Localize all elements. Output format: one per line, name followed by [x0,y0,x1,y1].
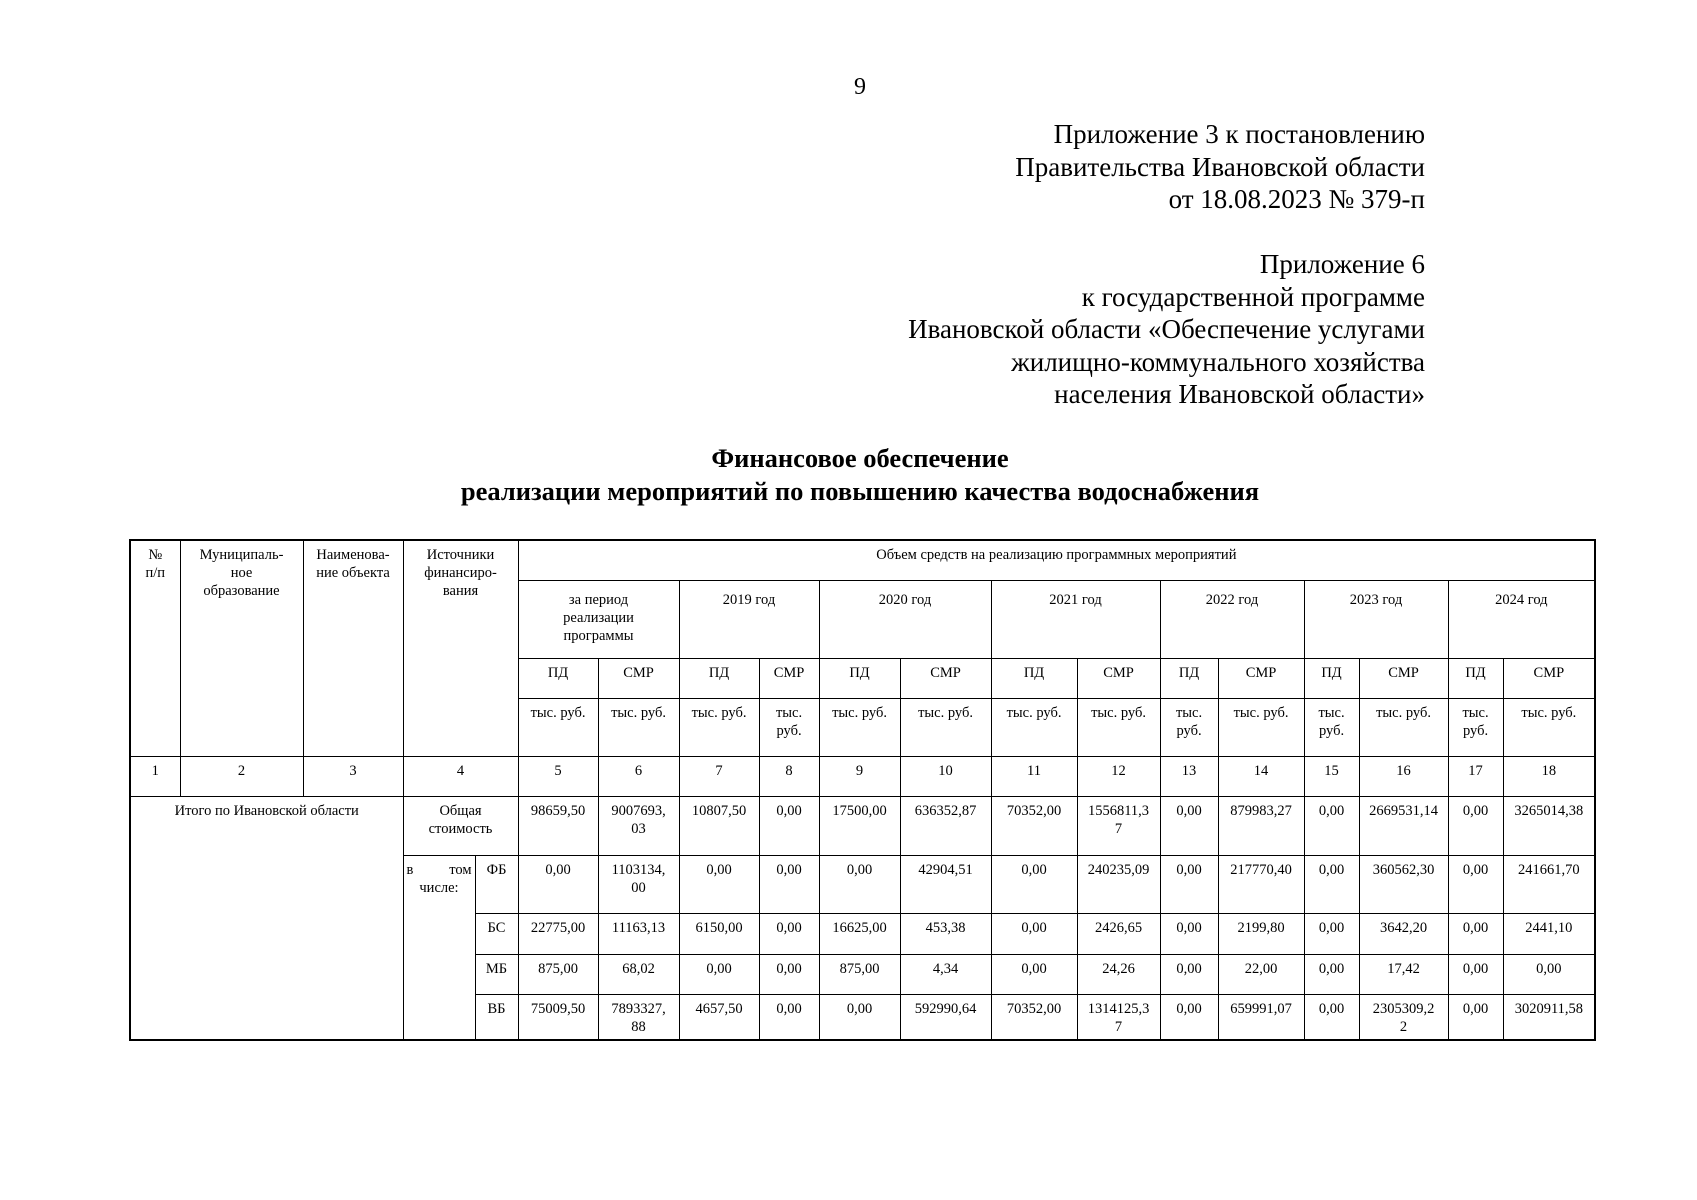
unit-text: тыс. [1462,704,1489,721]
header-unit: тыс. руб. [1503,698,1595,756]
column-number-cell: 5 [518,756,598,796]
value-text: 03 [631,820,646,837]
value-text: 0,00 [776,960,802,977]
value-text: 22775,00 [530,919,586,936]
value-cell [1304,954,1359,994]
value-cell [1503,913,1595,954]
value-text: 0,00 [1176,1000,1202,1017]
header-text: п/п [145,565,166,581]
value-cell [991,913,1077,954]
header-unit: тыс. руб. [1218,698,1304,756]
value-text: 0,00 [776,1000,802,1017]
value-text: 00 [631,879,646,896]
header-year-2023: 2023 год [1304,580,1448,658]
header-text: Источники [426,547,495,563]
appendix-line: к государственной программе [1081,281,1425,312]
value-text: 75009,50 [530,1000,586,1017]
document-title [0,442,1697,508]
header-text: финансиро- [424,565,497,581]
value-cell [819,796,900,855]
value-cell [598,994,679,1040]
value-text: 7893327, [611,1000,666,1017]
header-unit [759,698,819,756]
header-text: программы [563,627,634,644]
label-text: том [449,861,472,878]
value-cell [759,954,819,994]
value-cell [1304,796,1359,855]
page-number: 9 [854,74,866,100]
value-text: 0,00 [545,861,571,878]
header-pd: ПД [1160,658,1218,698]
header-unit: тыс. руб. [1077,698,1160,756]
value-text: 0,00 [776,919,802,936]
unit-text: тыс. [1175,704,1203,721]
value-cell [1077,913,1160,954]
header-unit: тыс. руб. [819,698,900,756]
value-text: 0,00 [1462,919,1489,936]
header-text: № [148,547,163,563]
value-cell [900,796,991,855]
value-cell [819,994,900,1040]
value-text: 0,00 [1318,919,1345,936]
value-text: 240235,09 [1087,861,1150,878]
source-code: МБ [475,954,518,994]
value-cell [1077,855,1160,913]
column-number-row [130,756,1595,796]
column-number-cell: 18 [1503,756,1595,796]
value-cell [900,954,991,994]
appendix-header-resolution [1015,118,1425,216]
value-cell [900,913,991,954]
header-unit: тыс. руб. [900,698,991,756]
header-unit: тыс. руб. [598,698,679,756]
value-cell [1218,855,1304,913]
appendix-line: жилищно-коммунального хозяйства [1011,346,1425,377]
value-text: 879983,27 [1230,802,1292,819]
column-number-cell: 6 [598,756,679,796]
value-text: 1314125,3 [1087,1000,1150,1017]
header-text: Муниципаль- [199,547,284,563]
value-text: 0,00 [1462,861,1489,878]
value-cell [679,994,759,1040]
header-volume: Объем средств на реализацию программных мероприятий [518,540,1595,580]
appendix-header-program [908,248,1425,411]
appendix-line: Приложение 6 [1259,249,1425,279]
value-cell [1218,913,1304,954]
value-cell [679,855,759,913]
value-cell [1218,954,1304,994]
value-cell [1503,855,1595,913]
value-text: 2426,65 [1094,919,1143,936]
value-text: 88 [631,1018,646,1035]
value-text: 0,00 [846,861,873,878]
header-text: реализации [563,609,634,626]
header-row-1 [130,540,1595,580]
value-text: 2305309,2 [1372,1000,1435,1017]
unit-text: руб. [1462,722,1489,739]
value-text: 2441,10 [1525,919,1573,936]
value-text: 2669531,14 [1369,802,1438,819]
header-smr: СМР [1218,658,1304,698]
value-text: 7 [1114,820,1123,837]
value-cell [1218,994,1304,1040]
appendix-line: Приложение 3 к постановлению [1053,119,1425,149]
column-number-cell: 7 [679,756,759,796]
value-cell [1077,954,1160,994]
value-cell [1304,855,1359,913]
title-line: Финансовое обеспечение [711,443,1009,473]
header-text: вания [442,583,479,599]
header-pd: ПД [679,658,759,698]
header-unit [1160,698,1218,756]
label-text: в [406,861,414,878]
value-text: 22,00 [1244,960,1278,977]
header-pd: ПД [518,658,598,698]
source-code: ФБ [475,855,518,913]
value-cell [819,954,900,994]
header-text: за период [568,591,629,608]
header-year-2024: 2024 год [1448,580,1595,658]
value-cell [991,954,1077,994]
value-cell [1077,994,1160,1040]
value-text: 9007693, [611,802,666,819]
header-smr: СМР [598,658,679,698]
value-text: 0,00 [846,1000,873,1017]
value-cell [1448,855,1503,913]
header-year-2022: 2022 год [1160,580,1304,658]
value-text: 592990,64 [914,1000,977,1017]
value-cell [1160,994,1218,1040]
value-text: 42904,51 [918,861,973,878]
unit-text: руб. [776,722,802,739]
label-text: числе: [419,879,459,896]
column-number-cell: 16 [1359,756,1448,796]
value-text: 217770,40 [1230,861,1292,878]
header-text: Наименова- [316,547,390,563]
value-cell [1448,954,1503,994]
header-pd: ПД [819,658,900,698]
value-text: 3642,20 [1379,919,1428,936]
value-text: 16625,00 [832,919,887,936]
financing-table [129,539,1596,1041]
unit-text: руб. [1176,722,1202,739]
value-text: 17,42 [1387,960,1420,977]
value-cell [1448,994,1503,1040]
value-cell [1359,913,1448,954]
value-cell [991,994,1077,1040]
header-unit: тыс. руб. [679,698,759,756]
value-cell [518,954,598,994]
value-text: 1556811,3 [1087,802,1150,819]
value-text: 1103134, [611,861,666,878]
value-cell [1359,855,1448,913]
unit-text: руб. [1318,722,1345,739]
value-text: 0,00 [1176,919,1202,936]
value-text: 453,38 [925,919,966,936]
header-smr: СМР [759,658,819,698]
value-text: 360562,30 [1372,861,1435,878]
value-text: 10807,50 [691,802,747,819]
value-text: 2 [1399,1018,1408,1035]
value-cell [759,855,819,913]
value-text: 3020911,58 [1514,1000,1584,1017]
header-text: ние объекта [316,565,390,581]
header-object [303,540,403,756]
value-cell [1160,913,1218,954]
value-cell [598,954,679,994]
header-smr: СМР [1077,658,1160,698]
header-smr: СМР [1503,658,1595,698]
value-text: 0,00 [1176,861,1202,878]
value-cell [518,796,598,855]
value-text: 0,00 [776,802,802,819]
value-cell [679,796,759,855]
value-text: 0,00 [1318,861,1345,878]
value-cell [1503,796,1595,855]
value-text: 0,00 [1176,802,1202,819]
value-text: 6150,00 [695,919,743,936]
column-number-cell: 14 [1218,756,1304,796]
source-code: ВБ [475,994,518,1040]
total-label: Итого по Ивановской области [130,796,403,1040]
value-cell [1077,796,1160,855]
including-label [403,855,475,1040]
value-text: 0,00 [1318,802,1345,819]
header-unit [1448,698,1503,756]
value-cell [518,994,598,1040]
column-number-cell: 15 [1304,756,1359,796]
value-cell [991,855,1077,913]
value-cell [1304,913,1359,954]
value-cell [679,954,759,994]
value-cell [1218,796,1304,855]
value-text: 241661,70 [1518,861,1580,878]
value-text: 0,00 [1462,1000,1489,1017]
value-cell [1503,994,1595,1040]
title-line: реализации мероприятий по повышению качества водоснабжения [460,476,1260,506]
value-text: 0,00 [1021,861,1047,878]
header-unit [1304,698,1359,756]
value-text: 2199,80 [1237,919,1285,936]
value-text: 0,00 [1318,960,1345,977]
header-period [518,580,679,658]
column-number-cell: 9 [819,756,900,796]
column-number-cell: 3 [303,756,403,796]
appendix-line: Правительства Ивановской области [1015,151,1425,182]
value-text: 68,02 [622,960,655,977]
column-number-cell: 2 [180,756,303,796]
header-text: ное [230,565,253,581]
value-cell [598,796,679,855]
header-sources [403,540,518,756]
value-text: 4,34 [932,960,959,977]
label-text: стоимость [428,820,493,837]
unit-text: тыс. [1318,704,1345,721]
value-cell [598,913,679,954]
header-municipality [180,540,303,756]
total-cost-row [130,796,1595,855]
column-number-cell: 8 [759,756,819,796]
value-text: 875,00 [538,960,578,977]
header-unit: тыс. руб. [518,698,598,756]
value-text: 7 [1114,1018,1123,1035]
header-num [130,540,180,756]
header-pd: ПД [1304,658,1359,698]
value-text: 24,26 [1102,960,1135,977]
value-cell [991,796,1077,855]
column-number-cell: 10 [900,756,991,796]
value-text: 0,00 [1021,919,1047,936]
value-text: 0,00 [706,960,732,977]
header-year-2019: 2019 год [679,580,819,658]
value-cell [1359,994,1448,1040]
value-text: 659991,07 [1230,1000,1292,1017]
value-cell [759,913,819,954]
source-code: БС [475,913,518,954]
value-text: 4657,50 [695,1000,743,1017]
value-text: 17500,00 [832,802,887,819]
header-unit: тыс. руб. [1359,698,1448,756]
appendix-line: от 18.08.2023 № 379-п [1168,184,1425,214]
value-text: 70352,00 [1006,1000,1062,1017]
value-cell [679,913,759,954]
value-cell [1160,954,1218,994]
value-text: 0,00 [776,861,802,878]
header-year-2021: 2021 год [991,580,1160,658]
value-cell [1160,796,1218,855]
value-cell [1503,954,1595,994]
column-number-cell: 11 [991,756,1077,796]
value-cell [1448,796,1503,855]
value-cell [900,994,991,1040]
header-text: образование [203,583,280,599]
value-text: 0,00 [706,861,732,878]
value-cell [518,855,598,913]
value-text: 3265014,38 [1514,802,1584,819]
value-text: 0,00 [1318,1000,1345,1017]
label-text: Общая [439,802,482,819]
total-cost-label [403,796,518,855]
header-year-2020: 2020 год [819,580,991,658]
column-number-cell: 1 [130,756,180,796]
value-text: 636352,87 [914,802,977,819]
value-text: 0,00 [1462,802,1489,819]
value-cell [900,855,991,913]
value-text: 11163,13 [611,919,666,936]
header-smr: СМР [900,658,991,698]
value-text: 0,00 [1462,960,1489,977]
column-number-cell: 12 [1077,756,1160,796]
value-cell [1448,913,1503,954]
unit-text: тыс. [775,704,803,721]
value-cell [759,796,819,855]
header-pd: ПД [991,658,1077,698]
value-cell [598,855,679,913]
value-cell [759,994,819,1040]
header-pd: ПД [1448,658,1503,698]
value-cell [1359,796,1448,855]
value-text: 0,00 [1021,960,1047,977]
appendix-line: Ивановской области «Обеспечение услугами [908,314,1425,344]
value-text: 875,00 [839,960,880,977]
value-cell [1160,855,1218,913]
value-cell [1359,954,1448,994]
value-text: 70352,00 [1006,802,1062,819]
value-cell [518,913,598,954]
column-number-cell: 13 [1160,756,1218,796]
header-smr: СМР [1359,658,1448,698]
header-unit: тыс. руб. [991,698,1077,756]
value-text: 0,00 [1536,960,1562,977]
value-cell [819,855,900,913]
value-cell [819,913,900,954]
column-number-cell: 17 [1448,756,1503,796]
column-number-cell: 4 [403,756,518,796]
appendix-line: населения Ивановской области» [1054,379,1425,409]
value-text: 0,00 [1176,960,1202,977]
value-text: 98659,50 [530,802,586,819]
value-cell [1304,994,1359,1040]
table-body [130,540,1595,1040]
